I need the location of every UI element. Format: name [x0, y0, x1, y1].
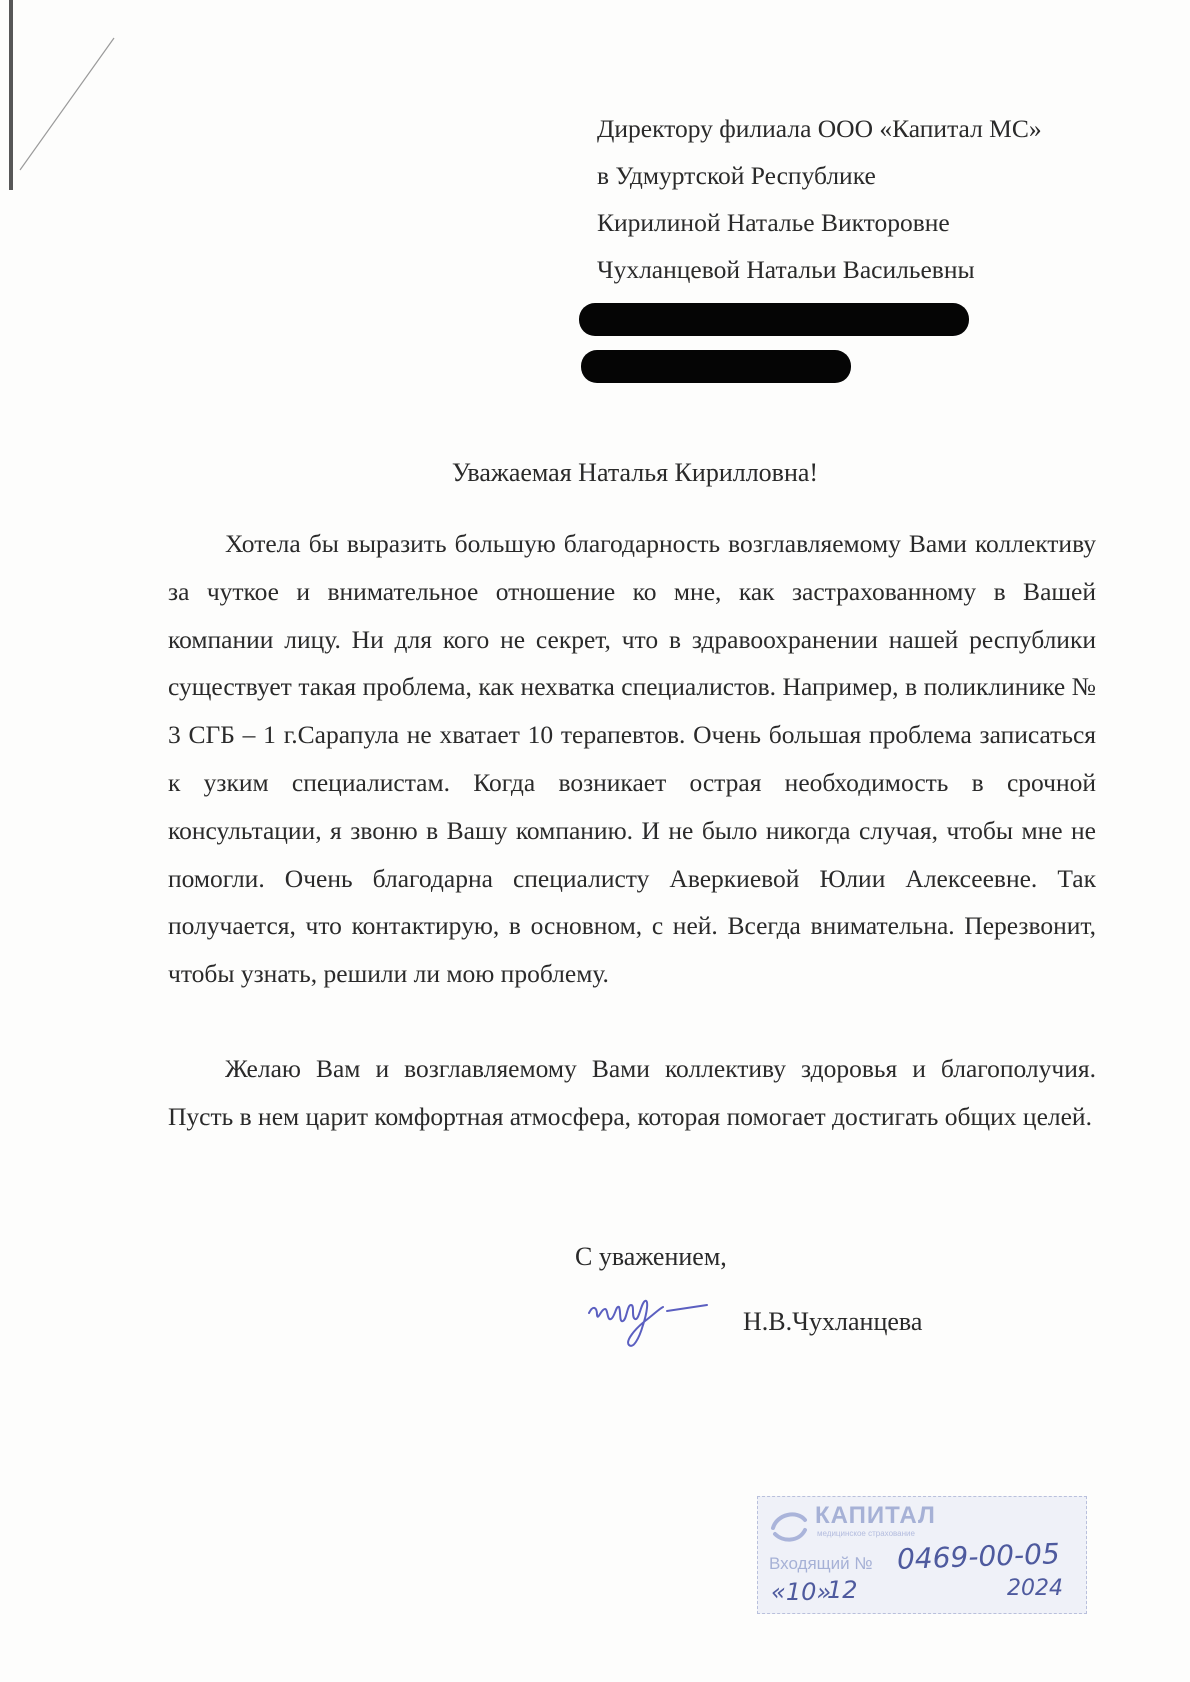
redaction-bar	[581, 350, 851, 383]
addressee-line-1: Директору филиала ООО «Капитал МС»	[597, 114, 1042, 143]
addressee-line-2: в Удмуртской Республике	[597, 161, 876, 190]
company-logo-icon	[767, 1504, 811, 1548]
stamp-year: 2024	[1007, 1576, 1063, 1601]
body-paragraph-1: Хотела бы выразить большую благодарность возглавляемому Вами коллективу за чуткое и внимательное отношение ко мне, как застрахованному в Вашей компании лицу. Ни для кого не секрет, что в здравоохранении нашей республики существует такая проблема, как нехватка специалистов. Например, в поликлинике № 3 СГБ – 1 г.Сарапула не хватает 10 терапевтов. Очень большая проблема записаться к узким специалистам. Когда возникает острая необходимость в срочной консультации, я звоню в Вашу компанию. И не было никогда случая, чтобы мне не помогли. Очень благодарна специалисту Аверкиевой Юлии Алексеевне. Так получается, что контактирую, в основном, с ней. Всегда внимательна. Перезвонит, чтобы узнать, решили ли мою проблему.	[168, 529, 1096, 989]
closing-phrase: С уважением,	[575, 1242, 727, 1271]
salutation: Уважаемая Наталья Кирилловна!	[451, 458, 819, 487]
scan-stroke-artifact	[16, 30, 126, 180]
stamp-month: 12	[827, 1576, 858, 1604]
signer-name: Н.В.Чухланцева	[743, 1307, 923, 1336]
handwritten-signature	[583, 1283, 713, 1355]
addressee-block	[597, 105, 1042, 293]
redaction-bar	[579, 303, 969, 336]
scan-edge-artifact	[9, 0, 13, 190]
addressee-line-3: Кирилиной Наталье Викторовне	[597, 208, 950, 237]
incoming-registration-stamp	[757, 1496, 1087, 1614]
stamp-incoming-number: 0469-00-05	[896, 1537, 1061, 1576]
stamp-day: «10»	[771, 1578, 832, 1606]
addressee-line-4: Чухланцевой Натальи Васильевны	[597, 255, 975, 284]
stamp-subtitle: медицинское страхование	[817, 1529, 915, 1538]
stamp-brand: КАПИТАЛ	[815, 1502, 936, 1529]
stamp-incoming-label: Входящий №	[769, 1554, 873, 1573]
body-paragraph-2: Желаю Вам и возглавляемому Вами коллективу здоровья и благополучия. Пусть в нем царит комфортная атмосфера, которая помогает достигать общих целей.	[168, 1054, 1096, 1131]
